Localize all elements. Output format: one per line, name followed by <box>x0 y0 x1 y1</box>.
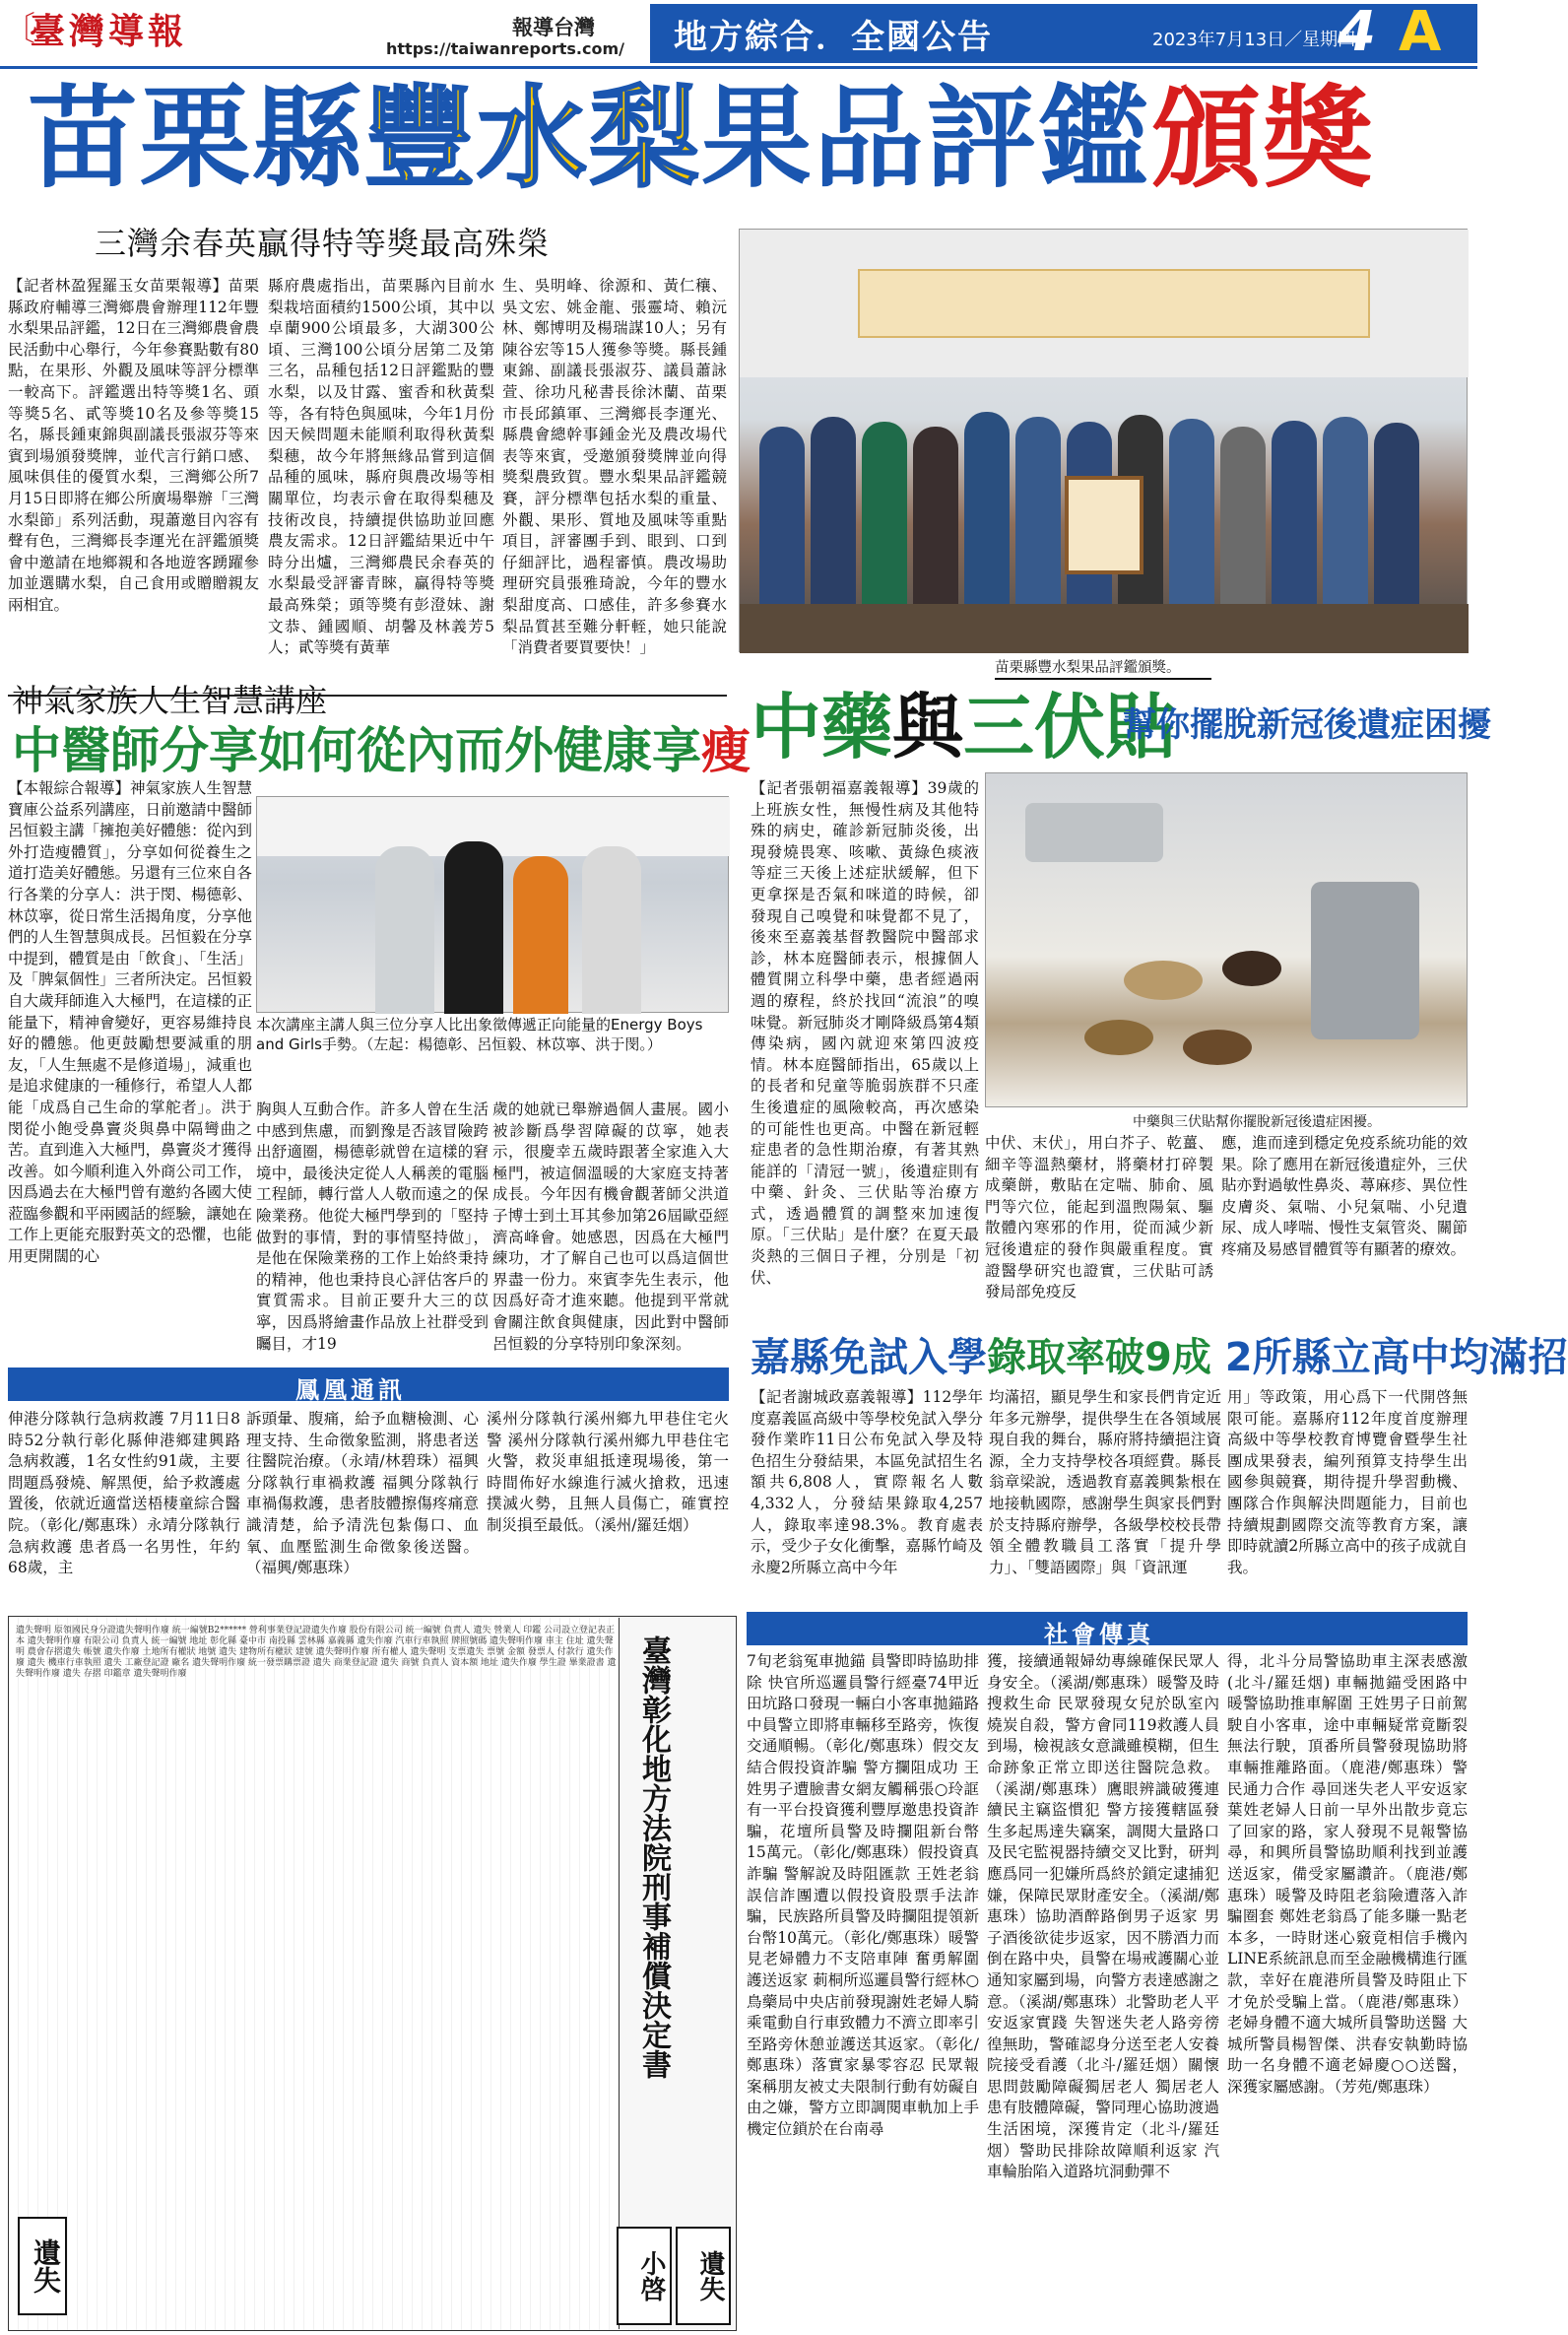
section-title: 地方綜合．全國公告 <box>674 18 993 57</box>
story3-column-3: 應，進而達到穩定免疫系統功能的效果。除了應用在新冠後遺症外，三伏貼亦對過敏性鼻炎、蕁麻疹、異位性皮膚炎、氣喘、小兒氣喘、小兒遺尿、成人哮喘、慢性支氣管炎、關節疼痛及易感冒體質等有顯著的療效。 <box>1221 1134 1468 1258</box>
headline-part-4: 頒獎 <box>1150 75 1375 203</box>
headline-part-1: 苗栗縣 <box>28 75 364 203</box>
main-photo-caption: 苗栗縣豐水梨果品評鑑頒獎。 <box>995 656 1211 680</box>
photo-herb <box>1124 961 1203 1000</box>
story3-headline-b: 與 <box>892 686 964 768</box>
photo-person <box>1220 427 1266 624</box>
photo-person <box>375 846 434 1014</box>
story2-headline-red: 瘦 <box>701 722 751 779</box>
site-url[interactable]: https://taiwanreports.com/ <box>386 39 624 58</box>
herbal-photo-caption: 中藥與三伏貼幫你擺脫新冠後遺症困擾。 <box>1133 1114 1381 1130</box>
story4-headline-a: 嘉縣免試入學 <box>751 1335 987 1380</box>
lecture-photo-caption: 本次講座主講人與三位分享人比出象徵傳遞正向能量的Energy Boys and Girls手勢。（左起：楊德彰、呂恒毅、林苡寧、洪于閔。） <box>256 1015 729 1094</box>
story3-column-1: 【記者張朝福嘉義報導】39歲的上班族女性，無慢性病及其他特殊的病史，確診新冠肺炎後，出現發燒畏寒、咳嗽、黃綠色痰液等症三天後上述症狀緩解，但下更拿探是否氣和咪道的時候，卻發現自己嗅覺和味覺都不見了，後來至嘉義基督教醫院中醫部求診，林本庭醫師表示，根據個人體質開立科學中藥，患者經過兩週的療程，終於找回“流浪”的嗅味覺。新冠肺炎才剛降級爲第4類傳染病，國內就迎來第四波疫情。林本庭醫師指出，65歲以上的長者和兒童等脆弱族群不只產生後遺症的風險較高，再次感染的可能性也更高。中醫在新冠輕症患者的急性期治療，有著其熟能詳的「清冠一號」，後遺症則有中藥、針灸、三伏貼等治療方式，透過體質的調整來加速復原。「三伏貼」是什麼？在夏天最炎熱的三個日子裡，分別是「初伏、 <box>751 779 979 1287</box>
story4-column-1: 【記者謝城政嘉義報導】112學年度嘉義區高級中等學校免試入學分發作業昨11日公布免試入學及特色招生分發結果，本區免試招生名額共6,808人，實際報名人數4,332人，分發結果錄取4,257人，錄取率達98.3%。教育處表示，受少子女化衝擊，嘉縣竹崎及永慶2所縣立高中今年 <box>751 1388 983 1576</box>
lost-notice-label: 遺失 <box>676 2227 731 2325</box>
photo-person <box>1323 417 1368 624</box>
photo-person <box>862 422 907 624</box>
main-story-column-3: 生、吳明峰、徐源和、黃仁穰、吳文宏、姚金龍、張靈埼、賴沅林、鄭博明及楊瑞謀10人；另有陳谷宏等15人獲參等獎。縣長鍾東錦、副議長張淑芬、議員蕭詠萱、徐功凡秘書長徐沐蘭、苗栗市長邱鎮軍、三灣鄉長李運光、縣農會總幹事鍾金光及農改場代表等來賓，受邀頒發獎牌並向得獎梨農致賀。豐水梨果品評鑑競賽，評分標準包括水梨的重量、外觀、果形、質地及風味等重點項目，評審團手到、眼到、口到仔細評比，過程審慎。農改場助理研究員張雅琦說，今年的豐水梨甜度高、口感佳，許多參賽水梨品質甚至難分軒輊，她只能說「消費者要買要快！」 <box>502 277 727 657</box>
social-column-1: 7旬老翁冤車拋錨 員警即時協助排除 快官所巡邏員警行經臺74甲近田坑路口發現一輛白小客車拋錨路中員警立即將車輛移至路旁，恢復交通順暢。（彰化/鄭惠珠）假交友結合假投資詐騙 警方攔阻成功 王姓男子遭臉書女網友觸稱張○玲誆有一平台投資獲利豐厚邀患投資詐騙，花壇所員警及時攔阻新台幣15萬元。（彰化/鄭惠珠）假投資真詐騙 警解說及時阻匯款 王姓老翁誤信詐團遭以假投資股票手法詐騙，民族路所員警及時攔阻提領新台幣10萬元。（彰化/鄭惠珠）暖警見老婦體力不支陪車陣 奮勇解圍護送返家 莿桐所巡邏員警行經林○鳥藥局中央店前發現謝姓老婦人騎乘電動自行車致體力不濟立即率引至路旁休憩並護送其返家。（彰化/鄭惠珠）落實家暴零容忍 民眾報案稱朋友被丈夫限制行動有妨礙自由之嫌，警方立即調閱車軌加上手機定位鎖於在台南尋 <box>747 1652 979 2139</box>
photo-person <box>582 846 641 1014</box>
photo-banner <box>858 269 1370 338</box>
photo-table <box>740 604 1469 653</box>
photo-person <box>444 841 503 1014</box>
photo-person <box>759 427 805 624</box>
report-label: 報導台灣 <box>512 16 595 39</box>
photo-person <box>811 417 856 624</box>
court-notice-title: 臺灣彰化地方法院刑事補償決定書 <box>636 1635 671 2079</box>
phoenix-news-title: 鳳凰通訊 <box>295 1376 406 1404</box>
social-column-3: 得，北斗分局警協助車主深表感激(北斗/羅廷烟) 車輛拋錨受困路中 暖警協助推車解圍 王姓男子日前駕駛自小客車，途中車輛疑常竟斷裂無法行駛，頂番所員警發現協助將車輛推離路面。（鹿港/鄭惠珠）警民通力合作 尋回迷失老人平安返家 葉姓老婦人日前一早外出散步竟忘了回家的路，家人發現不見報警協尋，和興所員警協助順利找到並護送返家，備受家屬讚許。（鹿港/鄭惠珠）暖警及時阻老翁險遭落入詐騙圈套 鄭姓老翁爲了能多賺一點老本多，一時財迷心竅竟相信手機內LINE系統訊息而至金融機構進行匯款，幸好在鹿港所員警及時阻止下才免於受騙上當。（鹿港/鄭惠珠）老婦身體不適大城所員警助送醫 大城所警員楊智傑、洪春安執勤時協助一名身體不適老婦慶○○送醫，深獲家屬感謝。（芳苑/鄭惠珠） <box>1227 1652 1468 2096</box>
story2-headline <box>12 711 751 782</box>
photo-person <box>1272 421 1317 624</box>
phoenix-column-3: 溪州分隊執行溪州鄉九甲巷住宅火警 溪州分隊執行溪州鄉九甲巷住宅火警，救災車組抵達現場後，第一時間佈好水線進行滅火搶救，迅速撲滅火勢，且無人員傷亡，確實控制災損至最低。（溪州/羅廷烟） <box>487 1410 729 1534</box>
photo-person <box>1374 423 1419 624</box>
social-column-2: 獲，接續通報婦幼專線確保民眾人身安全。（溪湖/鄭惠珠）暖警及時搜救生命 民眾發現女兒於臥室內燒炭自殺，警方會同119救護人員到場，檢視該女意識雖模糊，但生命跡象正常立即送往醫院急救。（溪湖/鄭惠珠）鷹眼辨識破獲連續民主竊盜慣犯 警方接獲轄區發生多起馬達失竊案，調閱大量路口及民宅監視器持續交叉比對，研判應爲同一犯嫌所爲終於鎖定逮捕犯嫌，保障民眾財產安全。（溪湖/鄭惠珠）協助酒醉路倒男子返家 男子酒後欲徒步返家，因不勝酒力而倒在路中央，員警在場戒護關心並通知家屬到場，向警方表達感謝之意。（溪湖/鄭惠珠）北警助老人平安返家實踐 失智迷失老人路旁徬徨無助，警確認身分送至老人安養院接受看護（北斗/羅廷烟）關懷思問鼓勵障礙獨居老人 獨居老人患有肢體障礙，警同理心協助渡過生活困境，深獲肯定（北斗/羅廷烟）警助民排除故障順利返家 汽車輪胎陷入道路坑洞動彈不 <box>987 1652 1219 2181</box>
lost-notice-label: 遺失 <box>18 2217 67 2315</box>
main-story-column-2: 縣府農處指出，苗栗縣內目前水梨栽培面積約1500公頃，其中以卓蘭900公頃最多，大湖300公頃、三灣100公頃分居第二及第三名，品種包括12日評鑑點的豐水梨，以及甘露、蜜香和秋黃梨等，各有特色與風味，今年1月份因天候問題未能順利取得秋黃梨梨穗，故今年將無緣品嘗到這個品種的風味，縣府與農改場等相關單位，均表示會在取得梨穗及技術改良，持續提供協助並回應農友需求。12日評鑑結果近中午時分出爐，三灣鄉農民余春英的水梨最受評審青睞，贏得特等獎最高殊榮；頭等獎有彭澄妹、謝文恭、鍾國順、胡馨及林義芳5人；貳等獎有黃華 <box>268 277 494 657</box>
photo-person <box>1169 419 1214 624</box>
lecture-photo <box>256 796 729 1013</box>
page-letter: A <box>1399 0 1442 64</box>
story3-headline <box>751 670 1176 772</box>
headline-part-2: 豐水梨 <box>364 75 701 203</box>
photo-person <box>1015 417 1061 624</box>
award-plaque <box>1065 476 1143 574</box>
photo-person <box>964 412 1010 624</box>
logo-bracket-icon: 〔 <box>2 10 35 49</box>
story3-headline-a: 中藥 <box>751 686 893 768</box>
photo-herb <box>1084 1020 1153 1055</box>
page-number: 4 <box>1338 0 1376 64</box>
main-story-column-1: 【記者林盈猩羅玉女苗栗報導】苗栗縣政府輔導三灣鄉農會辦理112年豐水梨果品評鑑，12日在三灣鄉農會農民活動中心舉行，今年參賽點數有80點，在果形、外觀及風味等評分標準一較高下。評鑑選出特等獎1名、頭等獎5名、貳等獎10名及參等獎15名，縣長鍾東錦與副議長張淑芬等來賓到場頒發獎牌，並代言行銷口感、風味俱佳的優質水梨，三灣鄉公所7月15日即將在鄉公所廣場舉辦「三灣水梨節」系列活動，現蕭邀目內容有聲有色，三灣鄉長李運光在評鑑頒獎會中邀請在地鄉親和各地遊客踴躍參加並選購水梨，自己食用或贈贈親友兩相宜。 <box>8 277 259 614</box>
story4-headline-c: 2所縣立高中均滿招 <box>1210 1335 1568 1380</box>
phoenix-column-1: 伸港分隊執行急病救護 7月11日8時52分執行彰化縣伸港鄉建興路急病救護，1名女性約91歲，主要問題爲發燒、解黑便，給予救護處置後，依就近適當送梧棲童綜合醫院。（彰化/鄭惠珠）永靖分隊執行急病救護 患者爲一名男性，年約68歲，主 <box>8 1410 240 1577</box>
story2-headline-main: 中醫師分享如何從內而外健康享 <box>12 722 701 779</box>
main-headline <box>28 75 1466 203</box>
story4-headline-b: 錄取率破9成 <box>987 1335 1211 1380</box>
issue-date: 2023年7月13日／星期四 <box>1152 30 1356 50</box>
social-news-title: 社會傳真 <box>1044 1621 1154 1648</box>
headline-part-3: 果品評鑑 <box>701 75 1150 203</box>
photo-person <box>913 427 958 624</box>
photo-herb <box>1183 1030 1252 1065</box>
story2-kicker: 神氣家族人生智慧講座 <box>12 682 328 719</box>
story3-headline-c: 三伏貼 <box>963 686 1177 768</box>
main-subheadline: 三灣余春英贏得特等獎最高殊榮 <box>95 225 551 262</box>
photo-scale <box>1025 803 1163 862</box>
story3-subheadline: 幫你擺脫新冠後遺症困擾 <box>1123 705 1491 745</box>
story4-headline <box>751 1326 1568 1382</box>
herbal-medicine-photo <box>985 772 1468 1107</box>
story2-column-2: 胸與人互動合作。許多人曾在生活中感到焦慮，而劉豫是否該冒險跨出舒適圈，楊德彰就曾在這樣的窘境中，最後決定從人人稱羨的電腦工程師，轉行當人人敬而遠之的保險業務。他從大極門學到的「堅持做對的事情，對的事情堅持做」，是他在保險業務的工作上始終秉持的精神，他也秉持良心評估客戶的實質需求。目前正要升大三的苡寧，因爲將繪畫作品放上社群受到矚目，才19 <box>256 1101 489 1353</box>
award-ceremony-photo <box>739 229 1468 652</box>
story3-column-2: 中伏、末伏」，用白芥子、乾薑、細辛等溫熱藥材，將藥材打碎製成藥餅，敷貼在定喘、肺俞、風門等穴位，能起到溫煦陽氣、驅散體內寒邪的作用，從而減少新冠後遺症的發作與嚴重程度。實證醫學研究也證實，三伏貼可誘發局部免疫反 <box>985 1134 1213 1301</box>
story2-column-1: 【本報綜合報導】神氣家族人生智慧寶庫公益系列講座，日前邀請中醫師呂恒毅主講「擁抱美好體態：從內到外打造瘦體質」，分享如何從養生之道打造美好體態。另還有三位來自各行各業的分享人：洪于閔、楊德彰、林苡寧，從日常生活揭角度，分享他們的人生智慧與成長。呂恒毅在分享中提到，體質是由「飲食」、「生活」及「脾氣個性」三者所決定。呂恒毅自大歲拜師進入大極門，在這樣的正能量下，精神會變好，更容易維持良好的體態。他更鼓勵想要減重的朋友，「人生無處不是修道場」，減重也是追求健康的一種修行，希望人人都能「成爲自己生命的掌舵者」。洪于閔從小飽受鼻竇炎與鼻中隔彎曲之苦。直到進入大極門，鼻竇炎才獲得改善。如今順利進入外商公司工作，因爲過去在大極門曾有邀約各國大使蒞臨參觀和平兩國話的經驗，讓她在工作上更能充服對英文的恐懼，也能用更開闊的心 <box>8 779 253 1266</box>
phoenix-column-2: 訴頭暈、腹痛，給予血糖檢測、心理支持、生命徵象監測，將患者送往醫院治療。（永靖/林碧珠）福興分隊執行車禍救護 福興分隊執行車禍傷救護，患者肢體擦傷疼痛意識清楚，給予清洗包紮傷口、血氧、血壓監測生命徵象後送醫。（福興/鄭惠珠） <box>246 1410 479 1577</box>
story2-column-3: 歲的她就已舉辦過個人畫展。國小被診斷爲學習障礙的苡寧，她表示，很慶幸五歲時跟著全家進入大極門，被這個溫暖的大家庭支持著成長。今年因有機會觀著師父洪道子博士到土耳其參加第26屆歐亞經濟高峰會。她感恩，因爲在大極門練功，才了解自己也可以爲這個世界盡一份力。來賓李先生表示，他因爲好奇才進來聽。他提到平常就會關注飲食與健康，因此對中醫師呂恒毅的分享特別印象深刻。 <box>492 1101 729 1353</box>
classifieds-small-text: 遺失聲明 原領國民身分證遺失聲明作廢 統一編號B2****** 營利事業登記證遺失作廢 股份有限公司 統一編號 負責人 遺失 營業人 印鑑 公司設立登記表正本 遺失聲明作廢 有限公司 負責人 統一編號 地址 彰化縣 臺中市 南投縣 雲林縣 嘉義縣 遺失作廢 汽車行車執照 牌照號碼 遺失聲明作廢 車主 住址 遺失聲明 農會存摺遺失 帳號 遺失作廢 土地所有權狀 地號 遺失 建物所有權狀 建號 遺失聲明作廢 所有權人 遺失聲明 支票遺失 票號 金額 發票人 付款行 遺失作廢 遺失 機車行車執照 遺失 工廠登記證 廠名 遺失聲明作廢 統一發票購票證 遺失 商業登記證 遺失 商號 負責人 資本額 地址 遺失作廢 學生證 畢業證書 遺失聲明作廢 遺失 存摺 印鑑章 遺失聲明作廢 <box>16 1626 617 1679</box>
photo-herb <box>1222 951 1281 986</box>
story4-column-2: 均滿招，顯見學生和家長們肯定近年多元辦學，提供學生在各領域展現自我的舞台，縣府將持續挹注資源，全力支持學校各項經費。縣長翁章梁說，透過教育嘉義興紮根在地接軌國際，感謝學生與家長們對於支持縣府辦學，各級學校校長帶領全體教職員工落實「提升學力」、「雙語國際」與「資訊運 <box>989 1388 1221 1576</box>
photo-person <box>513 856 568 1014</box>
lost-notice-label: 小啓 <box>617 2227 672 2325</box>
story4-column-3: 用」等政策，用心爲下一代開啓無限可能。嘉縣府112年度首度辦理高級中等學校教育博覽會暨學生社團成果發表，編列預算支持學生出國參與競賽，期待提升學習動機、團隊合作與解決問題能力，目前也持續規劃國際交流等教育方案，讓即時就讀2所縣立高中的孩子成就自我。 <box>1227 1388 1468 1576</box>
photo-grinder <box>1311 882 1419 1039</box>
newspaper-logo: 臺灣導報 <box>30 11 188 52</box>
